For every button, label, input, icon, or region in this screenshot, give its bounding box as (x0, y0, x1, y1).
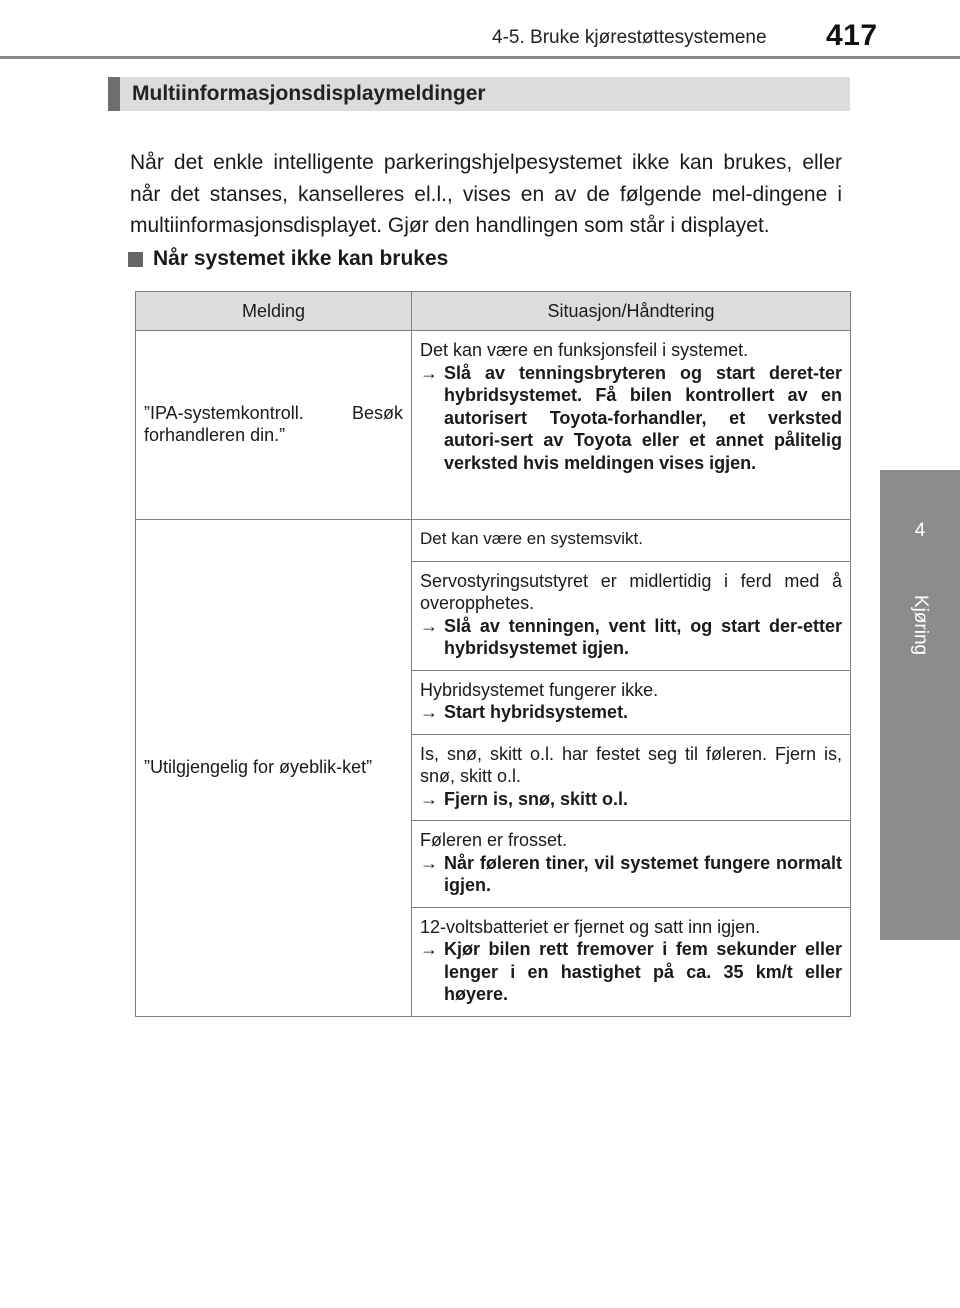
message-cell: ”IPA-systemkontroll. Besøk forhandleren din.” (136, 331, 412, 520)
arrow-right-icon: → (420, 362, 438, 383)
situation-cell (412, 821, 851, 908)
header-divider (0, 56, 960, 59)
action-text: Kjør bilen rett fremover i fem sekunder eller lenger i en hastighet på ca. 35 km/t eller høyere. (444, 939, 842, 1004)
intro-paragraph: Når det enkle intelligente parkeringshjelpesystemet ikke kan brukes, eller når det stanses, kanselleres el.l., vises en av de følgende mel-dingene i multiinformasjonsdisplayet. Gjør den handlingen som står i displayet. (130, 151, 842, 237)
square-bullet-icon (128, 252, 143, 267)
action-text: Start hybridsystemet. (444, 702, 629, 722)
action-text: Fjern is, snø, skitt o.l. (444, 788, 629, 809)
table-row (136, 520, 851, 562)
action-line (420, 701, 842, 724)
situation-cell (412, 520, 851, 562)
action-text: Slå av tenningsbryteren og start deret-ter hybridsystemet. Få bilen kontrollert av en autorisert Toyota-forhandler, et verksted autori-sert av Toyota eller et annet pålitelig verksted hvis meldingen vises igjen. (444, 362, 842, 473)
action-line (420, 938, 842, 1006)
situation-cell (412, 907, 851, 1016)
situation-text: 12-voltsbatteriet er fjernet og satt inn igjen. (420, 916, 761, 937)
subheading-text: Når systemet ikke kan brukes (153, 247, 449, 270)
situation-cell (412, 734, 851, 821)
section-title: Multiinformasjonsdisplaymeldinger (132, 82, 486, 105)
situation-text: Det kan være en systemsvikt. (420, 529, 643, 548)
message-table (135, 291, 851, 1017)
chapter-label: Kjøring (910, 594, 931, 656)
situation-text: Hybridsystemet fungerer ikke. (420, 679, 659, 700)
table-header-row (136, 292, 851, 331)
arrow-right-icon: → (420, 702, 438, 722)
chapter-tab (880, 470, 960, 940)
page-number: 417 (826, 19, 878, 52)
section-title-bar (108, 77, 850, 111)
situation-text: Servostyringsutstyret er midlertidig i ferd med å overopphetes. (420, 570, 842, 613)
header-section-title: 4-5. Bruke kjørestøttesystemene (492, 27, 767, 48)
subheading (128, 247, 448, 271)
situation-text: Det kan være en funksjonsfeil i systemet. (420, 340, 749, 360)
column-header-message: Melding (136, 292, 412, 331)
situation-text: Is, snø, skitt o.l. har festet seg til føleren. Fjern is, snø, skitt o.l. (420, 743, 842, 786)
chapter-number: 4 (914, 520, 926, 541)
column-header-situation: Situasjon/Håndtering (412, 292, 851, 331)
arrow-right-icon: → (420, 615, 438, 636)
message-cell: ”Utilgjengelig for øyeblik-ket” (136, 520, 412, 1017)
situation-cell (412, 331, 851, 520)
action-text: Slå av tenningen, vent litt, og start der-etter hybridsystemet igjen. (444, 615, 842, 658)
action-line (420, 615, 842, 660)
arrow-right-icon: → (420, 939, 438, 959)
action-line (420, 362, 842, 475)
arrow-right-icon: → (420, 788, 438, 809)
situation-cell (412, 670, 851, 734)
action-text: Når føleren tiner, vil systemet fungere normalt igjen. (444, 852, 842, 895)
action-line (420, 852, 842, 897)
action-line (420, 788, 842, 811)
arrow-right-icon: → (420, 852, 438, 873)
situation-text: Føleren er frosset. (420, 830, 568, 850)
table-row (136, 331, 851, 520)
situation-cell (412, 561, 851, 670)
